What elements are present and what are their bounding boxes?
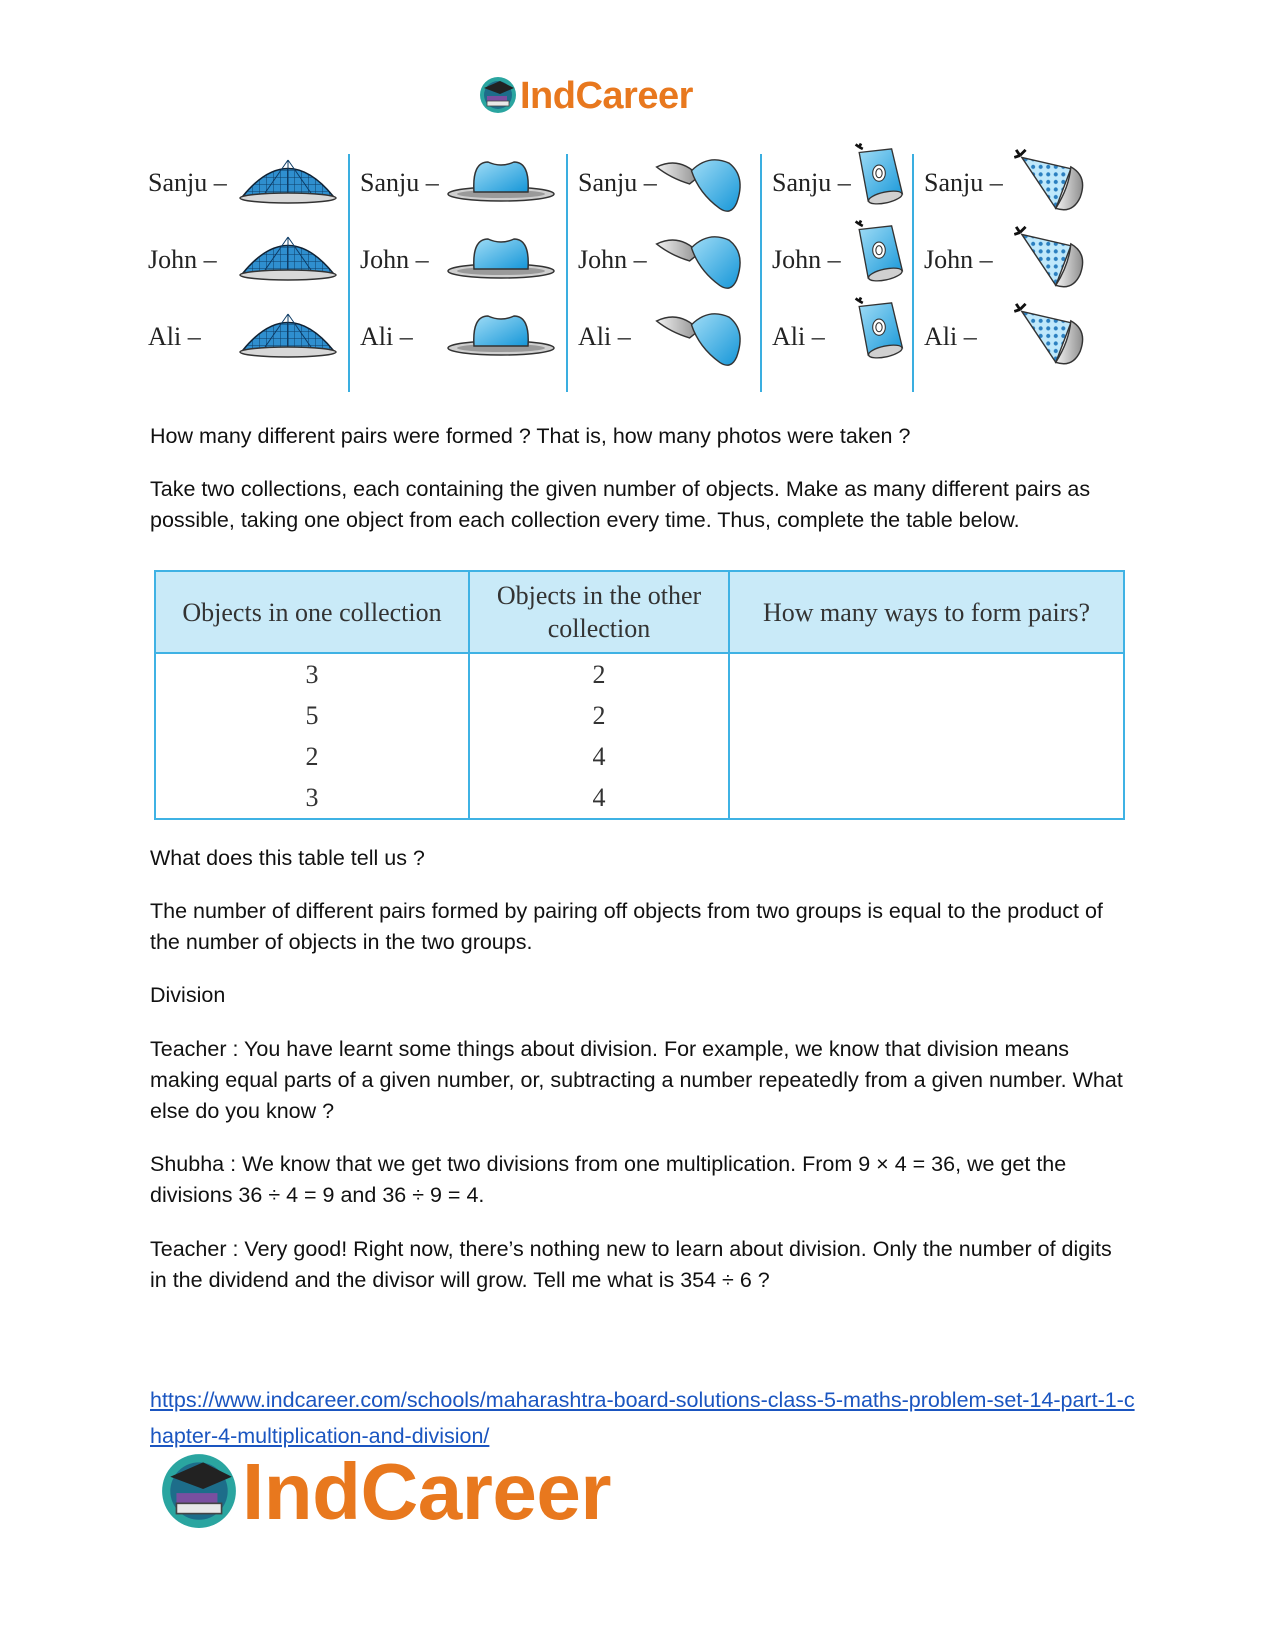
hat-column-fez xyxy=(772,148,912,392)
person-name: Sanju – xyxy=(924,168,1003,197)
hat-row xyxy=(924,148,1003,218)
hat-column-brimmed xyxy=(360,148,560,392)
table-cell: 2 xyxy=(469,653,729,695)
hat-row xyxy=(578,302,631,372)
paragraph-shubha: Shubha : We know that we get two divisions from one multiplication. From 9 × 4 = 36, we get the divisions 36 ÷ 4 = 9 and 36 ÷ 9 = 4. xyxy=(150,1152,1067,1207)
table-cell-answer xyxy=(729,736,1124,777)
cap-icon xyxy=(650,227,748,293)
hat-row xyxy=(578,225,647,295)
table-row xyxy=(155,736,1124,777)
person-name: Sanju – xyxy=(578,168,657,197)
person-name: John – xyxy=(772,245,841,274)
paragraph-pairs-rule: The number of different pairs formed by pairing off objects from two groups is equal to the product of the number of objects in the two groups. xyxy=(150,899,1103,954)
table-cell: 4 xyxy=(469,777,729,819)
person-name: Ali – xyxy=(578,322,631,351)
table-header: Objects in one collection xyxy=(155,571,469,653)
party-hat-icon xyxy=(1014,148,1090,214)
table-row xyxy=(155,695,1124,736)
table-cell-answer xyxy=(729,695,1124,736)
dome-hat-icon xyxy=(238,156,338,206)
hat-column-party xyxy=(924,148,1124,392)
table-row xyxy=(155,653,1124,695)
pairs-table xyxy=(154,570,1125,820)
header-logo xyxy=(478,74,693,119)
column-divider xyxy=(348,154,350,392)
hat-row xyxy=(360,302,413,372)
hat-row xyxy=(578,148,657,218)
header-logo-text: IndCareer xyxy=(520,75,693,117)
logo-emblem-icon xyxy=(158,1448,240,1535)
person-name: Sanju – xyxy=(148,168,227,197)
fez-hat-icon xyxy=(852,142,906,208)
footer-logo xyxy=(158,1448,611,1535)
question-pairs: How many different pairs were formed ? That is, how many photos were taken ? xyxy=(150,424,911,448)
party-hat-icon xyxy=(1014,302,1090,368)
cap-icon xyxy=(650,304,748,370)
person-name: John – xyxy=(360,245,429,274)
instruction-table: Take two collections, each containing the given number of objects. Make as many different pairs as possible, taking one object from each collection every time. Thus, complete the table below. xyxy=(150,477,1091,532)
brimmed-hat-icon xyxy=(446,231,556,281)
hat-row xyxy=(148,225,217,295)
question-table-meaning: What does this table tell us ? xyxy=(150,846,425,870)
hat-row xyxy=(148,302,201,372)
cap-icon xyxy=(650,150,748,216)
party-hat-icon xyxy=(1014,225,1090,291)
source-link[interactable]: https://www.indcareer.com/schools/maharashtra-board-solutions-class-5-maths-problem-set-14-part-1-chapter-4-multiplication-and-division/ xyxy=(150,1388,1135,1448)
hat-row xyxy=(360,148,439,218)
hat-row xyxy=(360,225,429,295)
dome-hat-icon xyxy=(238,310,338,360)
dome-hat-icon xyxy=(238,233,338,283)
table-header-row xyxy=(155,571,1124,653)
column-divider xyxy=(760,154,762,392)
person-name: John – xyxy=(148,245,217,274)
person-name: John – xyxy=(924,245,993,274)
paragraph-teacher-question: Teacher : Very good! Right now, there’s nothing new to learn about division. Only the number of digits in the dividend and the divisor will grow. Tell me what is 354 ÷ 6 ? xyxy=(150,1237,1112,1292)
hat-row xyxy=(924,225,993,295)
paragraph-teacher-intro: Teacher : You have learnt some things about division. For example, we know that division means making equal parts of a given number, or, subtracting a number repeatedly from a given number. What else do you know ? xyxy=(150,1037,1123,1123)
column-divider xyxy=(566,154,568,392)
column-divider xyxy=(912,154,914,392)
brimmed-hat-icon xyxy=(446,308,556,358)
table-cell: 3 xyxy=(155,653,469,695)
person-name: Ali – xyxy=(772,322,825,351)
brimmed-hat-icon xyxy=(446,154,556,204)
table-cell: 4 xyxy=(469,736,729,777)
person-name: Sanju – xyxy=(772,168,851,197)
hats-figure xyxy=(148,148,1128,392)
table-cell-answer xyxy=(729,653,1124,695)
hat-row xyxy=(772,225,841,295)
table-cell: 5 xyxy=(155,695,469,736)
fez-hat-icon xyxy=(852,296,906,362)
person-name: Ali – xyxy=(148,322,201,351)
fez-hat-icon xyxy=(852,219,906,285)
table-cell: 3 xyxy=(155,777,469,819)
section-heading-division: Division xyxy=(150,983,226,1007)
hat-row xyxy=(924,302,977,372)
table-cell: 2 xyxy=(469,695,729,736)
hat-row xyxy=(772,302,825,372)
table-header: How many ways to form pairs? xyxy=(729,571,1124,653)
hat-row xyxy=(148,148,227,218)
logo-emblem-icon xyxy=(478,74,518,119)
person-name: Ali – xyxy=(360,322,413,351)
person-name: Sanju – xyxy=(360,168,439,197)
person-name: John – xyxy=(578,245,647,274)
person-name: Ali – xyxy=(924,322,977,351)
table-cell: 2 xyxy=(155,736,469,777)
footer-logo-text: IndCareer xyxy=(242,1446,611,1536)
hat-column-cap xyxy=(578,148,758,392)
table-row xyxy=(155,777,1124,819)
table-header: Objects in the other collection xyxy=(469,571,729,653)
table-cell-answer xyxy=(729,777,1124,819)
hat-column-dome xyxy=(148,148,343,392)
hat-row xyxy=(772,148,851,218)
